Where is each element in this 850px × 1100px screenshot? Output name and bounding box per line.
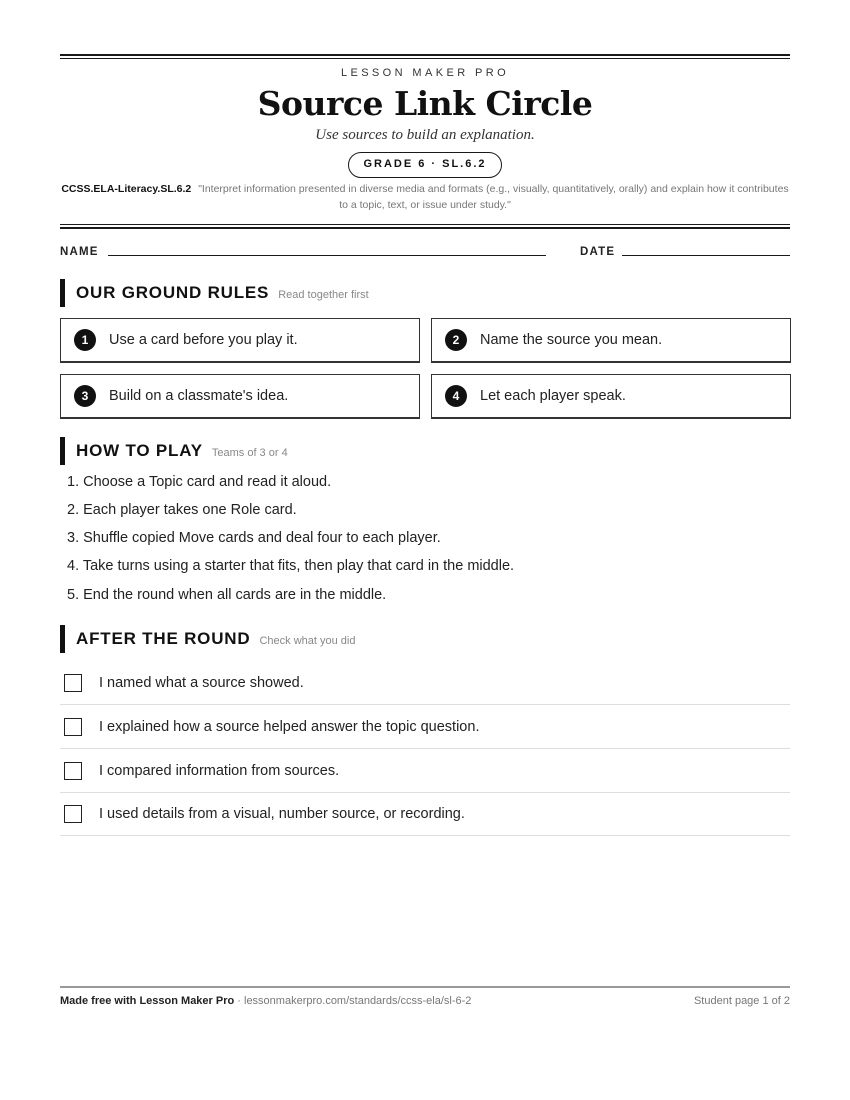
header-double-rule — [60, 224, 790, 229]
section-bar — [60, 625, 65, 653]
rule-card — [60, 318, 420, 363]
section-note: Read together first — [278, 288, 369, 301]
checkbox[interactable] — [64, 718, 82, 736]
brand-name: LESSON MAKER PRO — [340, 67, 510, 79]
section-bar — [60, 437, 65, 465]
grade-badge-wrap — [60, 152, 790, 178]
name-label: NAME — [60, 246, 99, 258]
checkbox[interactable] — [64, 805, 82, 823]
grade-badge: GRADE 6 · SL.6.2 — [348, 152, 501, 178]
after-round-heading — [60, 625, 355, 653]
date-field[interactable] — [622, 255, 790, 256]
page-title: Source Link Circle — [257, 84, 593, 123]
ground-rules-heading — [60, 279, 369, 307]
rule-text: Use a card before you play it. — [109, 332, 298, 348]
rule-text: Build on a classmate's idea. — [109, 388, 289, 404]
step-item: 5. End the round when all cards are in the middle. — [67, 587, 387, 603]
checklist-item — [60, 705, 790, 749]
checkbox[interactable] — [64, 762, 82, 780]
date-label: DATE — [580, 246, 616, 258]
checkbox[interactable] — [64, 674, 82, 692]
footer-separator: · — [234, 995, 244, 1007]
checklist-text: I explained how a source helped answer the topic question. — [99, 718, 480, 735]
step-item: 2. Each player takes one Role card. — [67, 502, 297, 518]
checklist-item — [60, 792, 790, 836]
section-title: AFTER THE ROUND — [76, 629, 251, 648]
standard-text: "Interpret information presented in diverse media and formats (e.g., visually, quantitatively, orally) and explain how it contributes to a topic, text, or issue under study." — [198, 183, 789, 211]
checklist-item — [60, 749, 790, 793]
rule-card — [431, 318, 791, 363]
rule-card — [60, 374, 420, 419]
checklist-text: I named what a source showed. — [99, 674, 304, 691]
page-subtitle: Use sources to build an explanation. — [315, 127, 535, 143]
number-badge: 3 — [74, 385, 96, 407]
step-item: 4. Take turns using a starter that fits, then play that card in the middle. — [67, 558, 515, 574]
how-to-play-heading — [60, 437, 288, 465]
number-badge: 2 — [445, 329, 467, 351]
footer-made-by: Made free with Lesson Maker Pro — [60, 995, 235, 1007]
footer-page-number: Student page 1 of 2 — [693, 995, 790, 1007]
number-badge: 1 — [74, 329, 96, 351]
step-item: 1. Choose a Topic card and read it aloud. — [67, 474, 332, 490]
name-field[interactable] — [108, 255, 546, 256]
rule-text: Name the source you mean. — [480, 332, 663, 348]
rule-card — [431, 374, 791, 419]
worksheet-page — [60, 0, 790, 1100]
footer-credit — [60, 995, 471, 1007]
footer-rule — [60, 986, 790, 989]
checklist-item — [60, 661, 790, 705]
footer-url-link[interactable]: lessonmakerpro.com/standards/ccss-ela/sl-6-2 — [244, 995, 472, 1007]
section-bar — [60, 279, 65, 307]
section-title: HOW TO PLAY — [76, 441, 203, 460]
section-note: Check what you did — [259, 634, 356, 647]
checklist-text: I used details from a visual, number source, or recording. — [99, 805, 465, 822]
section-note: Teams of 3 or 4 — [211, 446, 288, 459]
number-badge: 4 — [445, 385, 467, 407]
section-title: OUR GROUND RULES — [76, 283, 270, 302]
step-item: 3. Shuffle copied Move cards and deal four to each player. — [67, 530, 441, 546]
standard-code: CCSS.ELA-Literacy.SL.6.2 — [61, 183, 192, 195]
standard-statement — [60, 181, 790, 213]
checklist-text: I compared information from sources. — [99, 762, 340, 779]
top-double-rule — [60, 54, 790, 59]
rule-text: Let each player speak. — [480, 388, 626, 404]
